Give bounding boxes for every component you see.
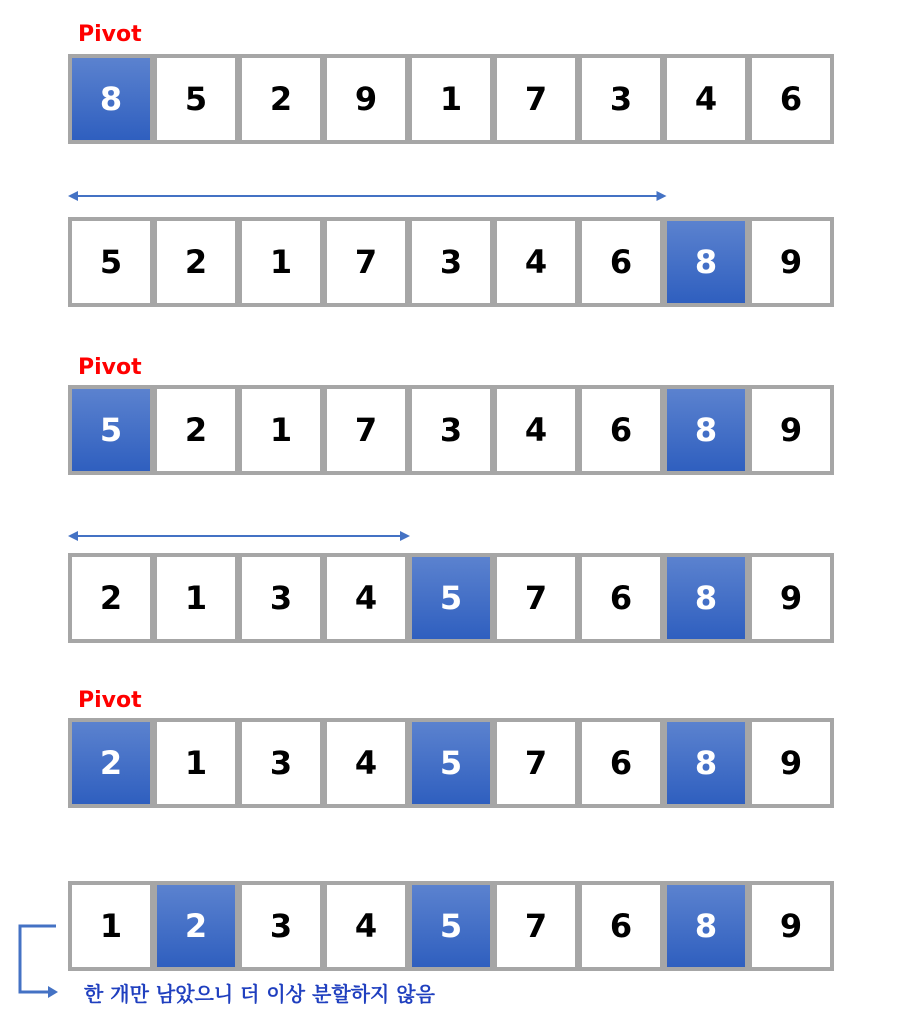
- array-cell: 7: [323, 217, 409, 307]
- array-cell: 1: [238, 217, 324, 307]
- array-cell: 2: [68, 553, 154, 643]
- array-cell: 2: [153, 385, 239, 475]
- array-cell: 5: [68, 217, 154, 307]
- array-cell-highlighted: 8: [663, 217, 749, 307]
- array-cell: 5: [153, 54, 239, 144]
- array-cell: 3: [238, 881, 324, 971]
- array-cell: 1: [153, 553, 239, 643]
- array-cell: 6: [578, 718, 664, 808]
- note-elbow-arrow: [14, 924, 58, 1004]
- array-cell: 2: [238, 54, 324, 144]
- partition-range-arrow: [68, 190, 667, 202]
- array-cell: 9: [748, 881, 834, 971]
- array-row: [68, 217, 842, 307]
- array-row: [68, 553, 842, 643]
- array-cell-highlighted: 8: [663, 385, 749, 475]
- array-cell: 4: [323, 718, 409, 808]
- array-cell: 3: [238, 718, 324, 808]
- array-cell: 3: [408, 217, 494, 307]
- array-cell: 1: [68, 881, 154, 971]
- array-row: [68, 385, 842, 475]
- array-row: [68, 881, 842, 971]
- array-cell: 6: [578, 881, 664, 971]
- array-cell: 1: [408, 54, 494, 144]
- pivot-label: Pivot: [78, 355, 142, 380]
- array-cell: 1: [153, 718, 239, 808]
- array-cell: 9: [748, 553, 834, 643]
- array-cell: 4: [323, 881, 409, 971]
- array-cell: 4: [323, 553, 409, 643]
- array-cell: 2: [153, 217, 239, 307]
- array-cell: 7: [493, 718, 579, 808]
- array-cell-highlighted: 5: [68, 385, 154, 475]
- array-cell: 9: [748, 385, 834, 475]
- array-cell-highlighted: 8: [68, 54, 154, 144]
- partition-range-arrow: [68, 530, 410, 542]
- array-cell: 4: [663, 54, 749, 144]
- array-cell: 6: [578, 553, 664, 643]
- array-row: [68, 718, 842, 808]
- array-cell: 3: [238, 553, 324, 643]
- array-cell: 6: [578, 385, 664, 475]
- array-cell: 7: [493, 54, 579, 144]
- array-cell: 9: [323, 54, 409, 144]
- array-cell: 9: [748, 217, 834, 307]
- array-cell: 3: [578, 54, 664, 144]
- array-cell: 3: [408, 385, 494, 475]
- array-cell-highlighted: 8: [663, 718, 749, 808]
- array-cell: 4: [493, 385, 579, 475]
- pivot-label: Pivot: [78, 22, 142, 47]
- array-cell-highlighted: 5: [408, 718, 494, 808]
- array-cell-highlighted: 5: [408, 881, 494, 971]
- array-cell: 6: [578, 217, 664, 307]
- array-cell: 7: [323, 385, 409, 475]
- array-cell: 1: [238, 385, 324, 475]
- pivot-label: Pivot: [78, 688, 142, 713]
- array-cell-highlighted: 8: [663, 881, 749, 971]
- array-cell: 6: [748, 54, 834, 144]
- array-cell-highlighted: 2: [68, 718, 154, 808]
- no-further-partition-note: 한 개만 남았으니 더 이상 분할하지 않음: [84, 982, 435, 1006]
- array-cell: 7: [493, 881, 579, 971]
- array-cell-highlighted: 2: [153, 881, 239, 971]
- array-cell: 7: [493, 553, 579, 643]
- array-cell-highlighted: 5: [408, 553, 494, 643]
- array-row: [68, 54, 842, 144]
- array-cell: 4: [493, 217, 579, 307]
- array-cell: 9: [748, 718, 834, 808]
- array-cell-highlighted: 8: [663, 553, 749, 643]
